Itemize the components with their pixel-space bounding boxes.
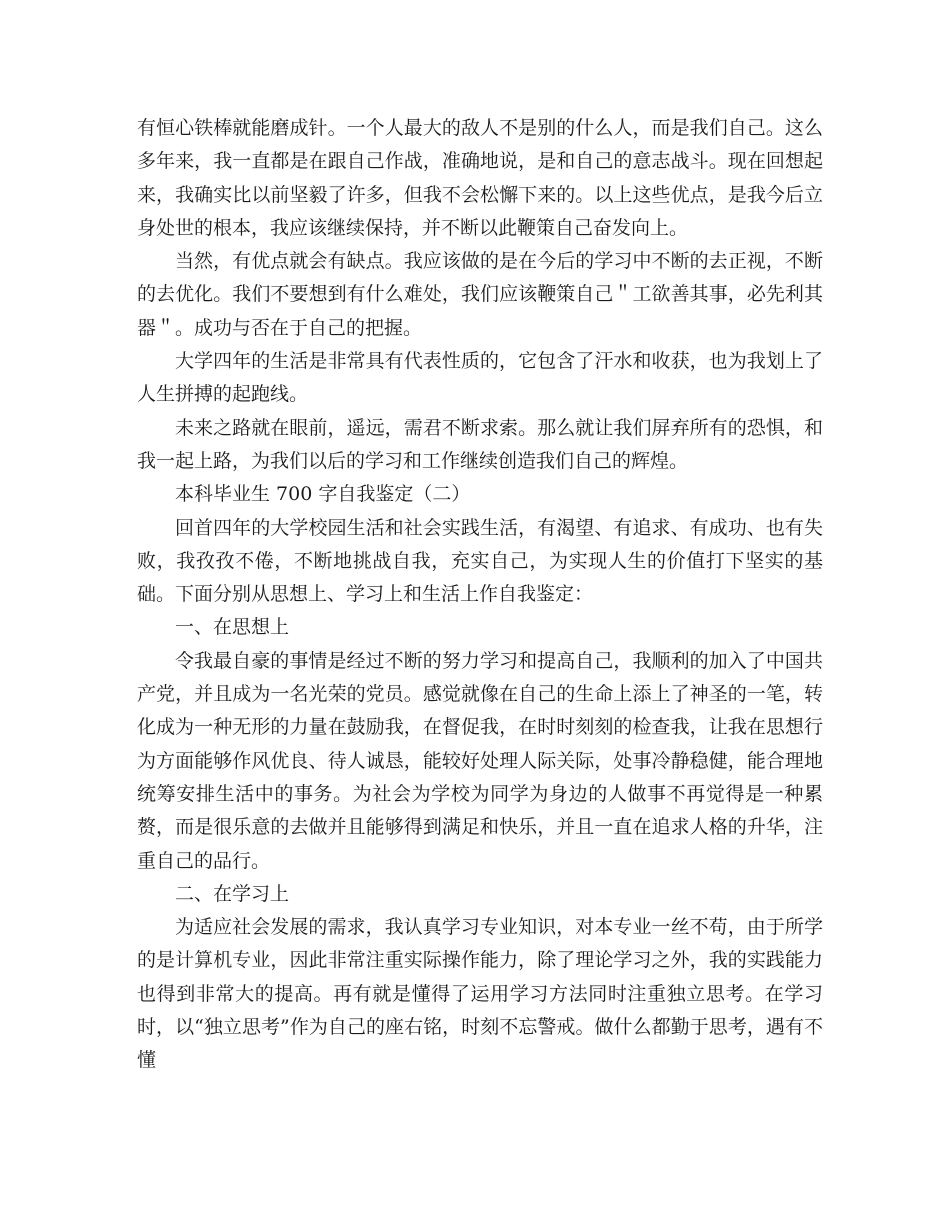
paragraph-2: 当然，有优点就会有缺点。我应该做的是在今后的学习中不断的去正视，不断的去优化。我们不要想到有什么难处，我们应该鞭策自己＂工欲善其事，必先利其器＂。成功与否在于自己的把握。: [137, 250, 823, 339]
subheading-thought: 一、在思想上: [175, 616, 290, 639]
paragraph-4: 未来之路就在眼前，遥远，需君不断求索。那么就让我们屏弃所有的恐惧，和我一起上路，为我们以后的学习和工作继续创造我们自己的辉煌。: [137, 416, 823, 472]
section-heading-2: 本科毕业生 700 字自我鉴定（二）: [175, 483, 471, 506]
paragraph-8: 令我最自豪的事情是经过不断的努力学习和提高自己，我顺利的加入了中国共产党，并且成为一名光荣的党员。感觉就像在自己的生命上添上了神圣的一笔，转化成为一种无形的力量在鼓励我，在督促我，在时时刻刻的检查我，让我在思想行为方面能够作风优良、待人诚恳，能较好处理人际关际，处事冷静稳健，能合理地统筹安排生活中的事务。为社会为学校为同学为身边的人做事不再觉得是一种累赘，而是很乐意的去做并且能够得到满足和快乐，并且一直在追求人格的升华，注重自己的品行。: [137, 649, 823, 872]
paragraph-3: 大学四年的生活是非常具有代表性质的，它包含了汗水和收获，也为我划上了人生拼搏的起跑线。: [137, 350, 823, 406]
subheading-study: 二、在学习上: [175, 882, 290, 905]
document-page: [137, 112, 823, 1078]
paragraph-1: 有恒心铁棒就能磨成针。一个人最大的敌人不是别的什么人，而是我们自己。这么多年来，我一直都是在跟自己作战，准确地说，是和自己的意志战斗。现在回想起来，我确实比以前坚毅了许多，但我不会松懈下来的。以上这些优点，是我今后立身处世的根本，我应该继续保持，并不断以此鞭策自己奋发向上。: [137, 117, 823, 239]
paragraph-10: 为适应社会发展的需求，我认真学习专业知识，对本专业一丝不苟，由于所学的是计算机专业，因此非常注重实际操作能力，除了理论学习之外，我的实践能力也得到非常大的提高。再有就是懂得了运用学习方法同时注重独立思考。在学习时，以“独立思考”作为自己的座右铭，时刻不忘警戒。做什么都勤于思考，遇有不懂: [137, 916, 823, 1072]
paragraph-6: 回首四年的大学校园生活和社会实践生活，有渴望、有追求、有成功、也有失败，我孜孜不倦，不断地挑战自我，充实自己，为实现人生的价值打下坚实的基础。下面分别从思想上、学习上和生活上作自我鉴定：: [137, 516, 823, 606]
